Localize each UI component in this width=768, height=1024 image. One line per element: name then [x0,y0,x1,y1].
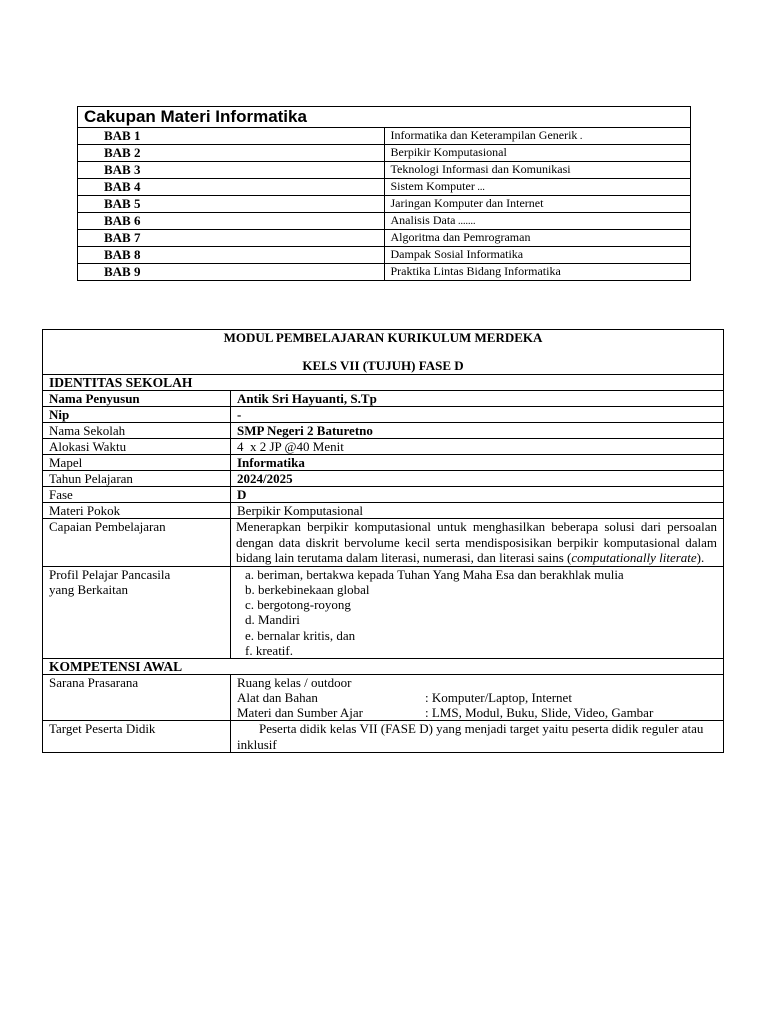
mapel-row [43,455,724,471]
profil-label-line1: Profil Pelajar Pancasila [49,566,171,582]
materi-sumber-value: : LMS, Modul, Buku, Slide, Video, Gambar [425,705,654,721]
modul-table [42,329,724,753]
cakupan-row [78,145,691,162]
alat-bahan-key: Alat dan Bahan [237,690,318,706]
bab-label: BAB 8 [78,247,385,264]
mapel-value: Informatika [231,455,724,471]
nip-value: - [231,407,724,423]
sarana-cell [231,675,724,721]
materi-pokok-value: Berpikir Komputasional [231,503,724,519]
bab-topic-cell [384,247,691,264]
capaian-cell [231,519,724,567]
tahun-pelajaran-value: 2024/2025 [231,471,724,487]
tahun-pelajaran-row [43,471,724,487]
profil-item: b. berkebinekaan global [245,581,370,597]
bab-topic-cell [384,162,691,179]
profil-item: f. kreatif. [245,642,294,658]
bab-topic: Dampak Sosial Informatika [390,247,524,261]
capaian-text: Menerapkan berpikir komputasional untuk menghasilkan beberapa solusi dari persoalan dengan data diskrit bervolume kecil serta mendisposisikan berpikir komputasional dalam bidang lain terutama dalam literasi, numerasi, dan literasi sains ( [236,519,717,565]
nama-sekolah-row [43,423,724,439]
target-row [43,721,724,753]
profil-label [43,566,231,659]
target-label: Target Peserta Didik [43,721,231,753]
target-cell [231,721,724,753]
sarana-label: Sarana Prasarana [43,675,231,721]
tahun-pelajaran-label: Tahun Pelajaran [43,471,231,487]
cakupan-row [78,179,691,196]
profil-item: c. bergotong-royong [245,597,351,613]
nip-label: Nip [43,407,231,423]
profil-row [43,566,724,659]
cakupan-row [78,264,691,281]
target-text: Peserta didik kelas VII (FASE D) yang menjadi target yaitu peserta didik reguler atau inklusif [237,721,704,752]
capaian-paragraph [236,519,723,566]
bab-topic: Praktika Lintas Bidang Informatika [390,264,561,278]
fase-label: Fase [43,487,231,503]
bab-label: BAB 5 [78,196,385,213]
profil-item: d. Mandiri [245,612,300,628]
cakupan-row [78,196,691,213]
bab-label: BAB 2 [78,145,385,162]
bab-label: BAB 1 [78,128,385,145]
cakupan-row [78,213,691,230]
profil-list [237,567,723,659]
profil-cell [231,566,724,659]
cakupan-row [78,128,691,145]
identitas-section-title: IDENTITAS SEKOLAH [43,375,724,391]
bab-label: BAB 7 [78,230,385,247]
bab-topic: Algoritma dan Pemrograman [390,230,531,244]
kompetensi-section-title: KOMPETENSI AWAL [43,659,724,675]
bab-topic: Informatika dan Keterampilan Generik [390,128,578,142]
cakupan-row [78,247,691,264]
bab-label: BAB 6 [78,213,385,230]
nama-penyusun-label: Nama Penyusun [43,391,231,407]
nama-sekolah-value: SMP Negeri 2 Baturetno [231,423,724,439]
capaian-row [43,519,724,567]
cakupan-row [78,162,691,179]
bab-topic-suffix: ....... [455,216,476,227]
materi-sumber-line [237,705,723,720]
cakupan-row [78,230,691,247]
nama-penyusun-value: Antik Sri Hayuanti, S.Tp [231,391,724,407]
nama-penyusun-row [43,391,724,407]
bab-label: BAB 9 [78,264,385,281]
bab-topic-cell [384,145,691,162]
profil-label-line2: yang Berkaitan [49,581,129,597]
capaian-italic: computationally literate [571,550,697,565]
bab-topic: Berpikir Komputasional [390,145,507,159]
bab-topic: Teknologi Informasi dan Komunikasi [390,162,571,176]
nama-sekolah-label: Nama Sekolah [43,423,231,439]
bab-topic-suffix: ... [474,182,485,193]
profil-item: a. beriman, bertakwa kepada Tuhan Yang Maha Esa dan berakhlak mulia [245,566,624,582]
modul-heading: MODUL PEMBELAJARAN KURIKULUM MERDEKA [223,330,543,345]
sarana-line1: Ruang kelas / outdoor [237,675,352,691]
bab-label: BAB 3 [78,162,385,179]
bab-topic-cell [384,230,691,247]
cakupan-title: Cakupan Materi Informatika [78,107,691,128]
fase-row [43,487,724,503]
materi-pokok-label: Materi Pokok [43,503,231,519]
bab-topic-cell [384,213,691,230]
mapel-label: Mapel [43,455,231,471]
bab-label: BAB 4 [78,179,385,196]
materi-pokok-row [43,503,724,519]
bab-topic-suffix: . [577,131,583,142]
bab-topic-cell [384,264,691,281]
fase-value: D [231,487,724,503]
bab-topic-cell [384,196,691,213]
materi-sumber-key: Materi dan Sumber Ajar [237,705,363,721]
alokasi-waktu-row [43,439,724,455]
bab-topic: Sistem Komputer [390,179,475,193]
bab-topic: Analisis Data [390,213,456,227]
modul-subheading: KELS VII (TUJUH) FASE D [302,358,464,373]
capaian-label: Capaian Pembelajaran [43,519,231,567]
nip-row [43,407,724,423]
modul-header [43,330,724,375]
alat-bahan-value: : Komputer/Laptop, Internet [425,690,572,706]
bab-topic-cell [384,128,691,145]
sarana-row [43,675,724,721]
cakupan-rows [78,128,691,281]
alat-bahan-line [237,690,723,705]
bab-topic: Jaringan Komputer dan Internet [390,196,544,210]
alokasi-waktu-value: 4 x 2 JP @40 Menit [231,439,724,455]
bab-topic-cell [384,179,691,196]
profil-item: e. bernalar kritis, dan [245,627,356,643]
cakupan-materi-table [77,106,691,281]
capaian-end: ). [696,550,705,565]
alokasi-waktu-label: Alokasi Waktu [43,439,231,455]
